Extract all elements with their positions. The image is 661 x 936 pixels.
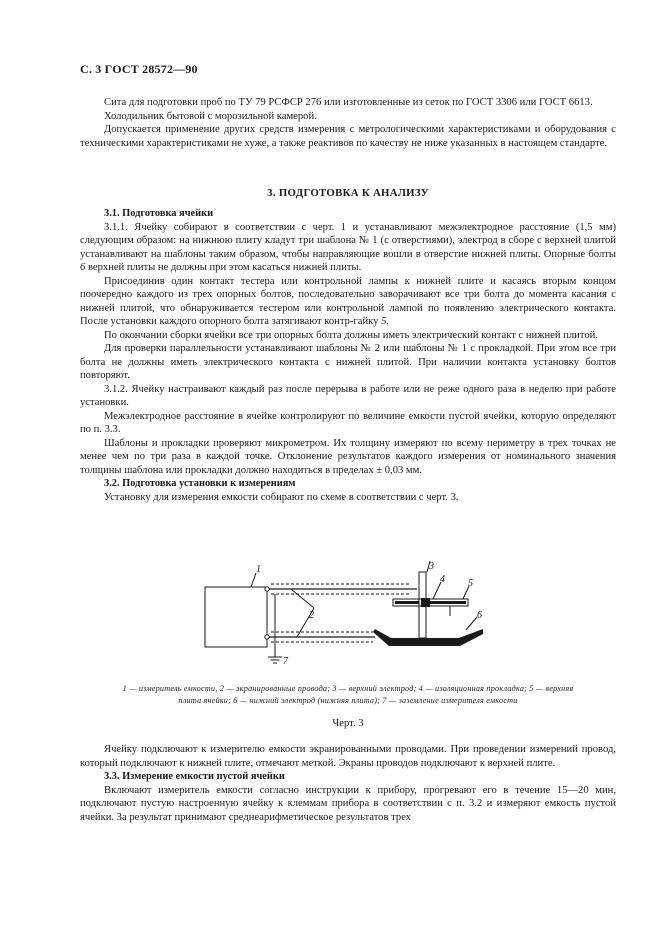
subsection-title-3-3: 3.3. Измерение емкости пустой ячейки bbox=[104, 771, 285, 782]
paragraph-3-1-1-tail: верхней плиты не должны при этом касаться нижней плиты. bbox=[87, 262, 362, 273]
section-after-figure bbox=[80, 743, 616, 824]
terminal-top bbox=[265, 587, 269, 591]
section-title: 3. ПОДГОТОВКА К АНАЛИЗУ bbox=[267, 187, 429, 199]
label-4: 4 bbox=[440, 574, 445, 585]
paragraph-distance: Межэлектродное расстояние в ячейке контролируют по величине емкости пустой ячейки, которую определяют по п. 3.3. bbox=[80, 410, 616, 435]
upper-plate-hatch-right bbox=[430, 601, 466, 604]
paragraph-connect-text: Присоединив один контакт тестера или контрольной лампы к нижней плите и касаясь вторым концом поочередно каждого из трех опорных болтов, последовательно заворачивают все три болта до момента касания с нижней плитой, что обнаруживается тестером или контрольной лампой по появлению электрического контакта. После установки каждого опорного болта затягивают контр-гайку bbox=[80, 275, 616, 327]
paragraph-3-1-1 bbox=[80, 221, 616, 275]
paragraph-connect bbox=[80, 275, 616, 329]
leader-2a bbox=[291, 589, 314, 608]
caption-line-1: 1 — измеритель емкости, 2 — экранированные провода; 3 — верхний электрод; 4 — изоляционная прокладка; 5 — верхняя bbox=[122, 684, 574, 693]
insulating-pad bbox=[421, 598, 430, 607]
subsection-title-3-1: 3.1. Подготовка ячейки bbox=[104, 208, 214, 219]
intro-paragraph-3: Допускается применение других средств измерения с метрологическими характеристиками и оборудования с техническими характеристиками не хуже, а также реактивов по качеству не ниже указанных в настоящем стандарте. bbox=[80, 124, 616, 149]
page-header: С. 3 ГОСТ 28572—90 bbox=[80, 62, 198, 76]
terminal-bottom bbox=[265, 635, 269, 639]
upper-plate-hatch-left bbox=[395, 601, 419, 604]
figure-label: Черт. 3 bbox=[332, 718, 364, 729]
leader-6 bbox=[466, 617, 477, 630]
circuit-diagram bbox=[195, 560, 495, 672]
bolt-ref: 6 bbox=[80, 262, 86, 273]
intro-paragraph-2: Холодильник бытовой с морозильной камерой. bbox=[104, 110, 317, 122]
label-7: 7 bbox=[283, 656, 288, 667]
lower-electrode bbox=[373, 629, 483, 646]
label-3: 3 bbox=[429, 561, 434, 572]
paragraph-templates: Шаблоны и прокладки проверяют микрометром. Их толщину измеряют по всему периметру в трех точках не менее чем по три раза в каждой точке. Отклонение результатов каждого измерения от номинального значения толщины шаблона или прокладки должно находиться в пределах ± 0,03 мм. bbox=[80, 437, 616, 476]
subsection-title-3-2: 3.2. Подготовка установки к измерениям bbox=[104, 478, 296, 489]
section-3-1 bbox=[80, 207, 616, 504]
paragraph-parallel: Для проверки параллельности устанавливают шаблоны № 2 или шаблоны № 1 с прокладкой. При этом все три болта не должны иметь электрического контакта с нижней плитой. При наличии контакта установку болтов повторяют. bbox=[80, 343, 616, 381]
paragraph-connection: Ячейку подключают к измерителю емкости экранированными проводами. При проведении измерений провод, который подключают к нижней плите, отмечают меткой. Экраны проводов подключают к верхней плите. bbox=[80, 744, 616, 769]
paragraph-3-1-2: 3.1.2. Ячейку настраивают каждый раз после перерыва в работе или не реже одного раза в неделю при работе установки. bbox=[80, 383, 616, 408]
label-1: 1 bbox=[256, 564, 261, 575]
figure-caption bbox=[80, 683, 616, 707]
intro-block bbox=[80, 96, 616, 150]
label-6: 6 bbox=[477, 610, 482, 621]
label-2: 2 bbox=[309, 610, 314, 621]
capacitance-meter-box bbox=[205, 587, 267, 647]
paragraph-3-3: Включают измеритель емкости согласно инструкции к прибору, прогревают его в течение 15—20 мин, подключают пустую настроенную ячейку к клеммам прибора в соответствии с п. 3.2 и измеряют емкость пустой ячейки. За результат принимают среднеарифметическое результатов трех bbox=[80, 784, 616, 823]
nut-ref: 5. bbox=[381, 316, 390, 327]
label-5: 5 bbox=[468, 578, 473, 589]
paragraph-3-1-1-text: 3.1.1. Ячейку собирают в соответствии с черт. 1 и устанавливают межэлектродное расстояние (1,5 мм) следующим образом: на нижнюю плиту кладут три шаблона № 1 (с отверстиями), электрод в сборе с верхней плитой устанавливают на шаблоны таким образом, чтобы направляющие вошли в отверстие нижней плиты. Опорные болты bbox=[80, 221, 616, 260]
caption-line-2: плита ячейки; 6 — нижний электрод (нижняя плита); 7 — заземление измерителя емкости bbox=[178, 696, 518, 705]
leader-1 bbox=[251, 573, 256, 587]
intro-paragraph-1: Сита для подготовки проб по ТУ 79 РСФСР 276 или изготовленные из сеток по ГОСТ 3306 или ГОСТ 6613. bbox=[104, 97, 593, 108]
paragraph-3-2: Установку для измерения емкости собирают по схеме в соответствии с черт. 3. bbox=[104, 491, 459, 503]
paragraph-contact: По окончании сборки ячейки все три опорных болта должны иметь электрический контакт с нижней плитой. bbox=[104, 329, 598, 341]
